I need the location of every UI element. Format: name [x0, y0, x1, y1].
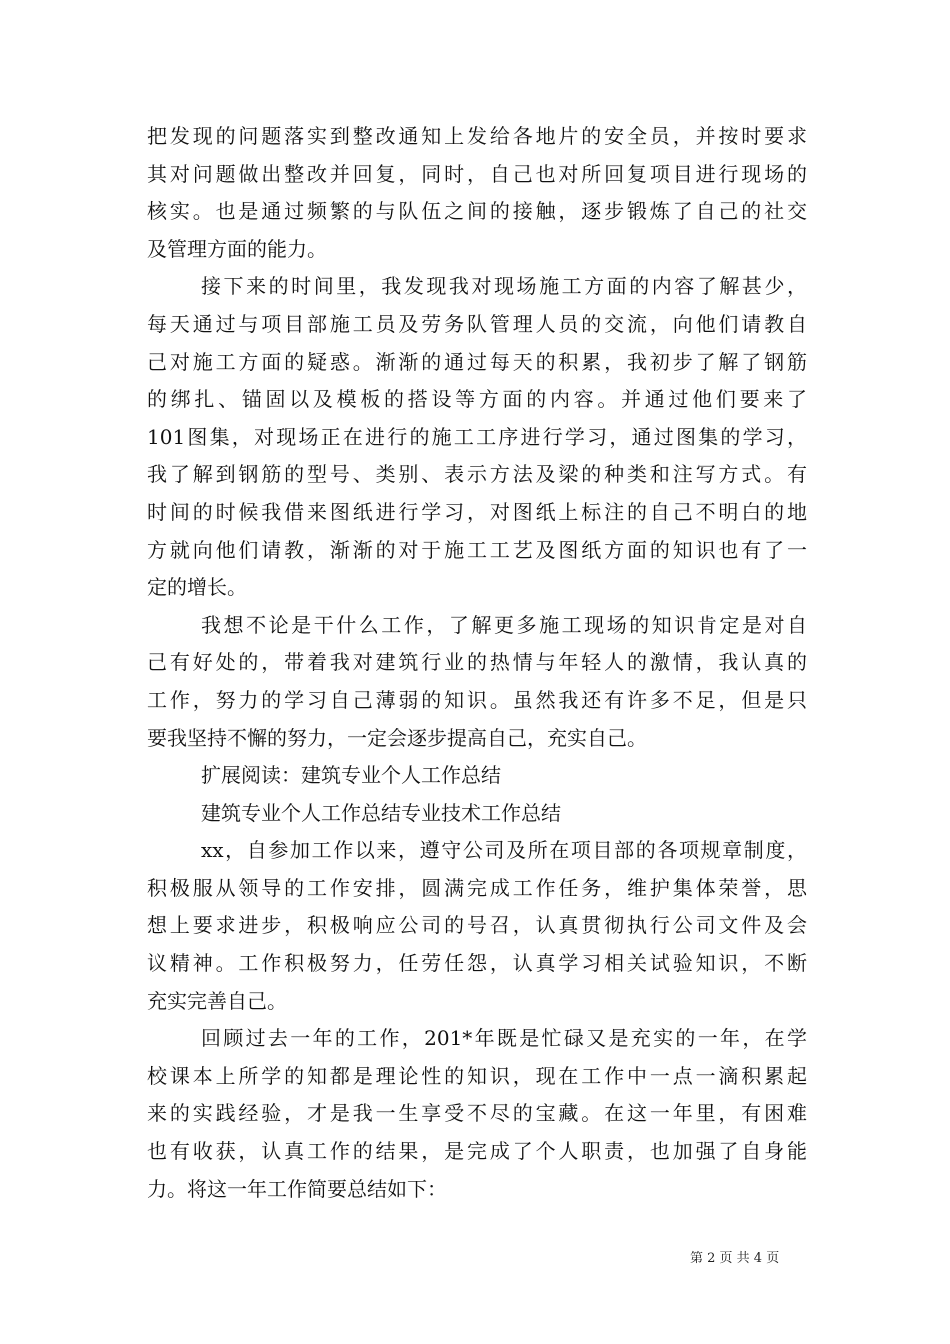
text-line: 己对施工方面的疑惑。渐渐的通过每天的积累，我初步了解了钢筋: [147, 349, 807, 374]
text-line: 其对问题做出整改并回复，同时，自己也对所回复项目进行现场的: [147, 161, 807, 186]
text-line: 每天通过与项目部施工员及劳务队管理人员的交流，向他们请教自: [147, 311, 807, 336]
text-line: 扩展阅读：建筑专业个人工作总结: [201, 763, 501, 788]
text-line: 议精神。工作积极努力，任劳任怨，认真学习相关试验知识，不断: [147, 951, 807, 976]
text-line: 想上要求进步，积极响应公司的号召，认真贯彻执行公司文件及会: [147, 913, 807, 938]
text-line: 的绑扎、锚固以及模板的搭设等方面的内容。并通过他们要来了: [147, 387, 807, 412]
text-line: 建筑专业个人工作总结专业技术工作总结: [201, 800, 561, 825]
text-line: 校课本上所学的知都是理论性的知识，现在工作中一点一滴积累起: [147, 1063, 807, 1088]
text-line: 充实完善自己。: [147, 988, 287, 1013]
text-line: 回顾过去一年的工作，201*年既是忙碌又是充实的一年，在学: [201, 1026, 807, 1051]
text-line: 来的实践经验，才是我一生享受不尽的宝藏。在这一年里，有困难: [147, 1101, 807, 1126]
text-line: 101图集，对现场正在进行的施工工序进行学习，通过图集的学习，: [147, 424, 807, 449]
text-line: 定的增长。: [147, 575, 247, 600]
text-line: 己有好处的，带着我对建筑行业的热情与年轻人的激情，我认真的: [147, 650, 807, 675]
text-line: 要我坚持不懈的努力，一定会逐步提高自己，充实自己。: [147, 725, 647, 750]
text-line: 把发现的问题落实到整改通知上发给各地片的安全员，并按时要求: [147, 124, 807, 148]
text-line: 我想不论是干什么工作，了解更多施工现场的知识肯定是对自: [201, 612, 807, 637]
text-line: 时间的时候我借来图纸进行学习，对图纸上标注的自己不明白的地: [147, 499, 807, 524]
text-line: 也有收获，认真工作的结果，是完成了个人职责，也加强了自身能: [147, 1139, 807, 1164]
text-line: 及管理方面的能力。: [147, 236, 327, 261]
text-line: 核实。也是通过频繁的与队伍之间的接触，逐步锻炼了自己的社交: [147, 199, 807, 224]
text-line: xx，自参加工作以来，遵守公司及所在项目部的各项规章制度，: [201, 838, 807, 863]
text-line: 接下来的时间里，我发现我对现场施工方面的内容了解甚少，: [201, 274, 807, 299]
text-line: 我了解到钢筋的型号、类别、表示方法及梁的种类和注写方式。有: [147, 462, 807, 487]
document-body: [147, 118, 807, 1208]
text-line: 积极服从领导的工作安排，圆满完成工作任务，维护集体荣誉，思: [147, 875, 807, 900]
page-number-footer: 第 2 页 共 4 页: [690, 1251, 780, 1266]
text-line: 力。将这一年工作简要总结如下：: [147, 1176, 447, 1201]
text-line: 工作，努力的学习自己薄弱的知识。虽然我还有许多不足，但是只: [147, 687, 807, 712]
text-line: 方就向他们请教，渐渐的对于施工工艺及图纸方面的知识也有了一: [147, 537, 807, 562]
